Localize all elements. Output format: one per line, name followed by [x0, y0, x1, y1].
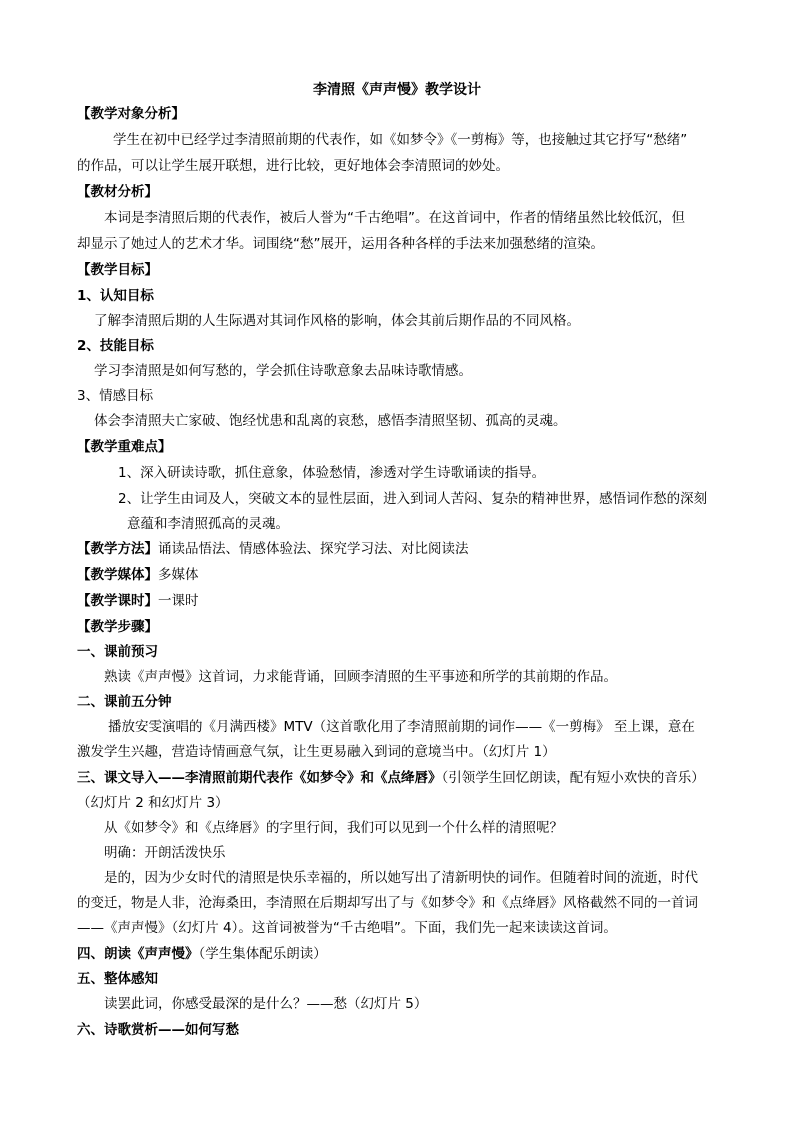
subheading-skill-goal: 2、技能目标 — [77, 338, 154, 354]
step-three-row — [77, 768, 705, 788]
paragraph-line: 学生在初中已经学过李清照前期的代表作，如《如梦令》《一剪梅》等，也接触过其它抒写“愁绪” — [113, 132, 688, 148]
paragraph-line: 激发学生兴趣，营造诗情画意气氛，让生更易融入到词的意境当中。（幻灯片 1） — [77, 744, 556, 760]
step-heading-introduction: 三、课文导入——李清照前期代表作《如梦令》和《点绛唇》 — [77, 770, 442, 786]
paragraph-line: 的变迁，物是人非，沧海桑田，李清照在后期却写出了与《如梦令》和《点绛唇》风格截然不同的一首词 — [77, 895, 698, 911]
heading-key-difficulties: 【教学重难点】 — [77, 439, 172, 455]
subheading-emotion-goal: 3、情感目标 — [77, 388, 154, 404]
teaching-hours-text: 一课时 — [158, 593, 199, 609]
heading-teaching-goals: 【教学目标】 — [77, 262, 158, 278]
paragraph-line: （幻灯片 2 和幻灯片 3） — [77, 795, 229, 811]
document-title: 李清照《声声慢》教学设计 — [313, 82, 481, 98]
heading-textbook-analysis: 【教材分析】 — [77, 184, 158, 200]
step-three-note: （引领学生回忆朗读，配有短小欢快的音乐） — [441, 770, 705, 786]
subheading-cognitive-goal: 1、认知目标 — [77, 288, 154, 304]
paragraph-line: 是的，因为少女时代的清照是快乐幸福的，所以她写出了清新明快的词作。但随着时间的流逝，时代 — [104, 870, 698, 886]
teaching-media-text: 多媒体 — [158, 567, 199, 583]
paragraph-line: 却显示了她过人的艺术才华。词围绕“愁”展开，运用各种各样的手法来加强愁绪的渲染。 — [77, 236, 604, 252]
teaching-media-row — [77, 565, 199, 585]
list-item: 2、让学生由词及人，突破文本的显性层面，进入到词人苦闷、复杂的精神世界，感悟词作愁的深刻 — [118, 491, 708, 507]
paragraph-line: ——《声声慢》（幻灯片 4）。这首词被誉为“千古绝唱”。下面，我们先一起来读读这首词。 — [77, 920, 617, 936]
paragraph-line: 了解李清照后期的人生际遇对其词作风格的影响，体会其前后期作品的不同风格。 — [94, 313, 580, 329]
heading-student-analysis: 【教学对象分析】 — [77, 106, 185, 122]
step-heading-overall-perception: 五、整体感知 — [77, 971, 158, 987]
paragraph-line: 读罢此词，你感受最深的是什么？——愁（幻灯片 5） — [104, 996, 428, 1012]
step-four-note: （学生集体配乐朗读） — [198, 946, 327, 962]
paragraph-line: 从《如梦令》和《点绛唇》的字里行间，我们可以见到一个什么样的清照呢？ — [104, 820, 563, 836]
step-heading-preview: 一、课前预习 — [77, 644, 158, 660]
step-heading-five-minutes: 二、课前五分钟 — [77, 694, 172, 710]
paragraph-line: 播放安雯演唱的《月满西楼》MTV（这首歌化用了李清照前期的词作——《一剪梅》 至上课，意在 — [108, 719, 695, 735]
paragraph-line: 意蕴和李清照孤高的灵魂。 — [127, 516, 289, 532]
heading-teaching-steps: 【教学步骤】 — [77, 619, 158, 635]
step-heading-reading: 四、朗读《声声慢》 — [77, 946, 199, 962]
paragraph-line: 熟读《声声慢》这首词，力求能背诵，回顾李清照的生平事迹和所学的其前期的作品。 — [104, 669, 617, 685]
teaching-methods-text: 诵读品悟法、情感体验法、探究学习法、对比阅读法 — [158, 541, 469, 557]
step-four-row — [77, 944, 327, 964]
heading-teaching-media: 【教学媒体】 — [77, 567, 158, 583]
paragraph-line: 学习李清照是如何写愁的，学会抓住诗歌意象去品味诗歌情感。 — [94, 363, 472, 379]
paragraph-line: 的作品，可以让学生展开联想，进行比较，更好地体会李清照词的妙处。 — [77, 158, 509, 174]
teaching-hours-row — [77, 591, 199, 611]
heading-teaching-hours: 【教学课时】 — [77, 593, 158, 609]
paragraph-line: 体会李清照夫亡家破、饱经忧患和乱离的哀愁，感悟李清照坚韧、孤高的灵魂。 — [94, 413, 567, 429]
paragraph-line: 明确：开朗活泼快乐 — [104, 845, 226, 861]
list-item: 1、深入研读诗歌，抓住意象，体验愁情，渗透对学生诗歌诵读的指导。 — [118, 465, 546, 481]
paragraph-line: 本词是李清照后期的代表作，被后人誉为“千古绝唱”。在这首词中，作者的情绪虽然比较低沉，但 — [104, 210, 685, 226]
step-heading-appreciation: 六、诗歌赏析——如何写愁 — [77, 1022, 239, 1038]
teaching-methods-row — [77, 539, 469, 559]
heading-teaching-methods: 【教学方法】 — [77, 541, 158, 557]
